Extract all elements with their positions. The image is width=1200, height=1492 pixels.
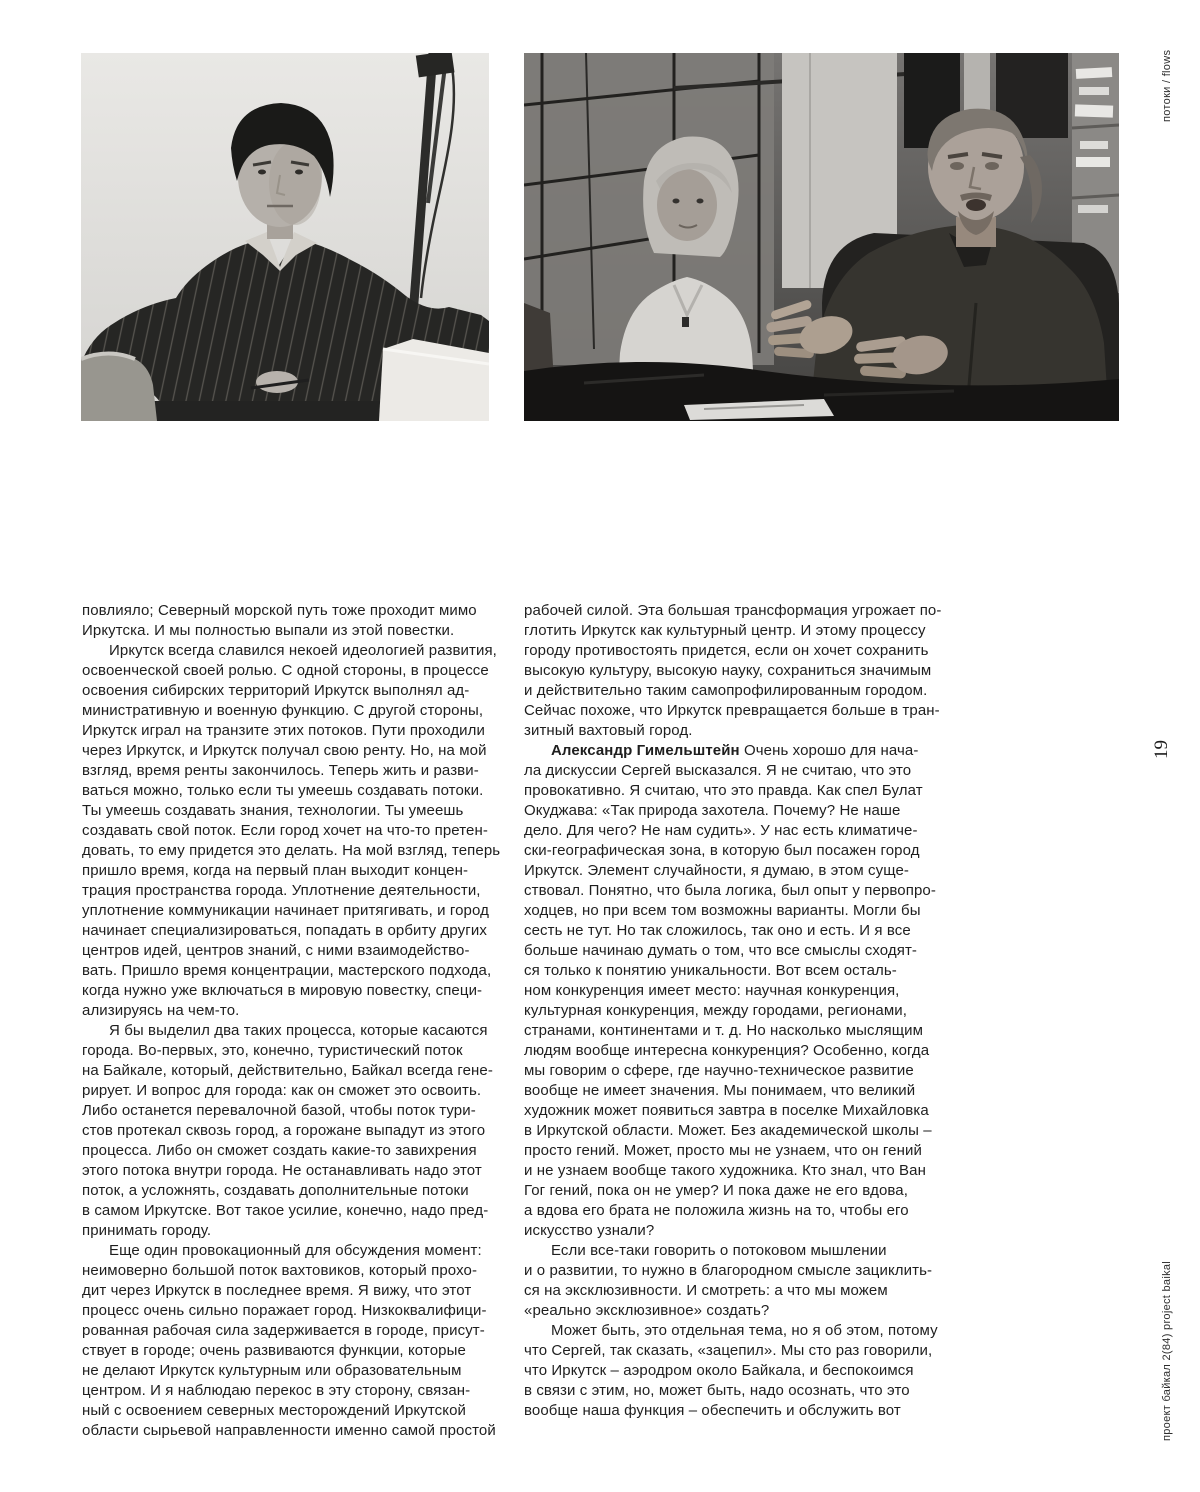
speaker-name: Александр Гимельштейн bbox=[551, 742, 740, 759]
paragraph: Если все-таки говорить о потоковом мышлении и о развитии, то нужно в благородном смысле зациклить- ся на эксклюзивности. И смотреть: а что мы можем «реально эксклюзивное» создать? bbox=[524, 1242, 933, 1319]
section-caption: потоки / flows bbox=[1161, 49, 1173, 122]
article-column-right bbox=[524, 601, 979, 1421]
paragraph-with-speaker bbox=[524, 741, 979, 1241]
photo-left-illustration bbox=[81, 53, 489, 421]
paragraph: Еще один провокационный для обсуждения момент: неимоверно большой поток вахтовиков, который прохо- дит через Иркутск в последнее время. Я вижу, что этот процесс очень сильно поражает город. Низкоквалифици- рованная рабочая сила задерживается в городе, присут- ствует в городе; очень развиваются функции, которые не делают Иркутск культурным или образовательным центром. И я наблюдаю перекос в эту сторону, связан- ный с освоением северных месторождений Иркутской области сырьевой направленности именно самой простой bbox=[82, 1242, 496, 1439]
page-number: 19 bbox=[1151, 740, 1172, 759]
paragraph-text: Очень хорошо для нача- ла дискуссии Сергей высказался. Я не считаю, что это провокативно. Я считаю, что это правда. Как спел Булат Окуджава: «Так природа захотела. Почему? Не наше дело. Для чего? Не нам судить». У нас есть климатиче- ски-географическая зона, в которую был посажен город Иркутск. Элемент случайности, я думаю, в этом суще- ствовал. Понятно, что была логика, был опыт у первопро- ходцев, но при всем том возможны варианты. Могли бы сесть не тут. Но так сложилось, так оно и есть. И я все больше начинаю думать о том, что все смыслы сходят- ся только к понятию уникальности. Вот всем осталь- ном конкуренция имеет место: научная конкуренция, культурная конкуренция, между городами, регионами, странами, континентами и т. д. Но насколько мыслящим людям вообще интересна конкуренция? Особенно, когда мы говорим о сфере, где научно-техническое развитие вообще не имеет значения. Мы понимаем, что великий художник может появиться завтра в поселке Михайловка в Иркутской области. Может. Без академической школы – просто гений. Может, просто мы не узнаем, что он гений и не узнаем вообще такого художника. Кто знал, что Ван Гог гений, пока он не умер? И пока даже не его вдова, а вдова его брата не положила жизнь на то, чтобы его искусство узнали? bbox=[524, 742, 936, 1239]
photo-right-illustration bbox=[524, 53, 1119, 421]
paragraph: Иркутск всегда славился некоей идеологией развития, освоенческой своей ролью. С одной стороны, в процессе освоения сибирских территорий Иркутск выполнял ад- министративную и военную функцию. С другой стороны, Иркутск играл на транзите этих потоков. Пути проходили через Иркутск, и Иркутск получал свою ренту. Но, на мой взгляд, время ренты закончилось. Теперь жить и разви- ваться можно, только если ты умеешь создавать потоки. Ты умеешь создавать знания, технологии. Ты умеешь создавать свой поток. Если город хочет на что-то претен- довать, то ему придется это делать. На мой взгляд, теперь пришло время, когда на первый план выходит концен- трация пространства города. Уплотнение деятельности, уплотнение коммуникации начинает притягивать, и город начинает специализироваться, попадать в орбиту других центров идей, центров знаний, с ними взаимодейство- вать. Пришло время концентрации, мастерского подхода, когда нужно уже включаться в мировую повестку, специ- ализируясь на чем-то. bbox=[82, 642, 501, 1019]
paragraph: Я бы выделил два таких процесса, которые касаются города. Во-первых, это, конечно, туристический поток на Байкале, который, действительно, Байкал всегда гене- рирует. И вопрос для города: как он сможет это освоить. Либо останется перевалочной базой, чтобы поток тури- стов протекал сквозь город, а горожане выпадут из этого процесса. Либо он сможет создать какие-то завихрения этого потока внутри города. Не останавливать надо этот поток, а усложнять, создавать дополнительные потоки в самом Иркутске. Вот такое усилие, конечно, надо пред- принимать городу. bbox=[82, 1022, 493, 1239]
photo-right bbox=[524, 53, 1119, 421]
photo-left bbox=[81, 53, 489, 421]
paragraph: повлияло; Северный морской путь тоже проходит мимо Иркутска. И мы полностью выпали из этой повестки. bbox=[82, 602, 477, 639]
paragraph: Может быть, это отдельная тема, но я об этом, потому что Сергей, так сказать, «зацепил». Мы сто раз говорили, что Иркутск – аэродром около Байкала, и беспокоимся в связи с этим, но, может быть, надо осознать, что это вообще наша функция – обеспечить и обслужить вот bbox=[524, 1322, 938, 1419]
article-column-left bbox=[82, 601, 537, 1441]
paragraph: рабочей силой. Эта большая трансформация угрожает по- глотить Иркутск как культурный центр. И этому процессу городу противостоять придется, если он хочет сохранить высокую культуру, высокую науку, сохраниться значимым и действительно таким самопрофилированным городом. Сейчас похоже, что Иркутск превращается больше в тран- зитный вахтовый город. bbox=[524, 602, 942, 739]
edition-caption: проект байкал 2(84) project baikal bbox=[1161, 1260, 1173, 1441]
